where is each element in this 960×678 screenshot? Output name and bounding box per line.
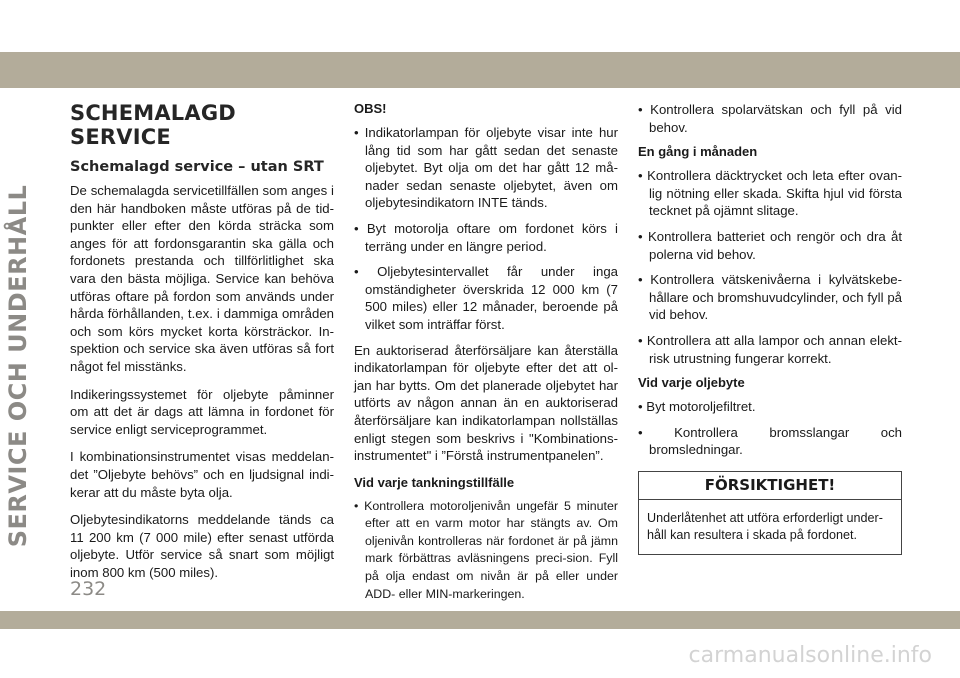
- bullet-item: • Oljebytesintervallet får under inga omständigheter överskrida 12 000 km (7 500 miles) eller 12 månader, beroende på vilket som inträffar först.: [354, 264, 618, 332]
- bullet-item: • Kontrollera däcktrycket och leta efter ovan-lig nötning eller skada. Skifta hjul vid första tecknet på ojämnt slitage.: [638, 168, 903, 219]
- caution-text: Underlåtenhet att utföra erforderligt under-håll kan resultera i skada på fordonet.: [647, 510, 883, 542]
- bullet-item: • Kontrollera spolarvätskan och fyll på vid behov.: [638, 102, 902, 135]
- section-subtitle: Schemalagd service – utan SRT: [70, 159, 324, 175]
- bullet-item: • Kontrollera motoroljenivån ungefär 5 minuter efter att en varm motor har stängts av. Om oljenivån kontrolleras när fordonet är på jämn mark förbättras avläsningens preci-sion. Fyll på olja endast om nivån är på eller under ADD- eller MIN-markeringen.: [354, 498, 618, 601]
- oil-change-label: Vid varje oljebyte: [638, 375, 745, 391]
- bullet-item: • Kontrollera vätskenivåerna i kylvätskebe-hållare och bromshuvudcylinder, och fyll på vid behov.: [638, 272, 903, 323]
- page-number: 232: [70, 578, 107, 600]
- paragraph: Oljebytesindikatorns meddelande tänds ca 11 200 km (7 000 mile) efter senast utförda oljebyte. Utför service så snart som möjligt inom 800 km (500 miles).: [70, 512, 334, 580]
- watermark: carmanualsonline.info: [688, 643, 932, 668]
- bullet-item: • Kontrollera att alla lampor och annan elekt-risk utrustning fungerar korrekt.: [638, 332, 902, 366]
- footer-band: [0, 611, 960, 629]
- column-1: [70, 101, 334, 591]
- monthly-label: En gång i månaden: [638, 144, 758, 160]
- bullet-item: • Kontrollera batteriet och rengör och dra åt polerna vid behov.: [638, 228, 902, 262]
- caution-title: FÖRSIKTIGHET!: [639, 472, 901, 500]
- paragraph: I kombinationsinstrumentet visas meddelan-det ”Oljebyte behövs” och en ljudsignal indi-kerar att du måste byta olja.: [70, 449, 334, 500]
- header-band: [0, 52, 960, 88]
- bullet-item: • Byt motorolja oftare om fordonet körs i terräng under en längre period.: [354, 220, 618, 254]
- paragraph: En auktoriserad återförsäljare kan återställa indikatorlampan för oljebyte efter det att ol-jan har bytts. Om det planerade oljebytet har utförts av någon annan än en auktoriserad återförsäljare kan indikatorlampan nollställas enligt stegen som beskrivs i "Kombinations-instrumentet" i ”Förstå instrumentpanelen”.: [354, 342, 618, 464]
- side-label-text: SERVICE OCH UNDERHÅLL: [4, 184, 32, 548]
- column-2: [354, 101, 618, 611]
- caution-box: [638, 471, 902, 555]
- bullet-item: • Byt motoroljefiltret.: [638, 399, 756, 415]
- bullet-item: • Indikatorlampan för oljebyte visar inte hur lång tid som har gått sedan det senaste oljebytet. Byt olja om det har gått 12 må-nader sedan senaste oljebytet, även om oljebytesindikatorn INTE tänds.: [354, 125, 619, 211]
- bullet-item: • Kontrollera bromsslangar och bromsledningar.: [638, 424, 903, 458]
- page-title: SCHEMALAGD SERVICE: [70, 101, 236, 149]
- paragraph: De schemalagda servicetillfällen som anges i den här handboken måste utföras på de tid-punkter eller efter den körda sträcka som anges för att fordonsgarantin ska gälla och fordonets prestanda och tillförlitlighet ska vara den bästa möjliga. Service kan behöva utföras oftare på fordon som används under hårda förhållanden, t.ex. i dammiga områden och som körs mycket korta körsträckor. In-spektion och service ska även utföras så fort något fel misstänks.: [70, 183, 334, 374]
- obs-label: OBS!: [354, 101, 387, 116]
- paragraph: Indikeringssystemet för oljebyte påminner om att det är dags att lämna in fordonet för service enligt serviceprogrammet.: [70, 386, 334, 437]
- refuel-label: Vid varje tankningstillfälle: [354, 474, 515, 490]
- column-3: [638, 101, 902, 555]
